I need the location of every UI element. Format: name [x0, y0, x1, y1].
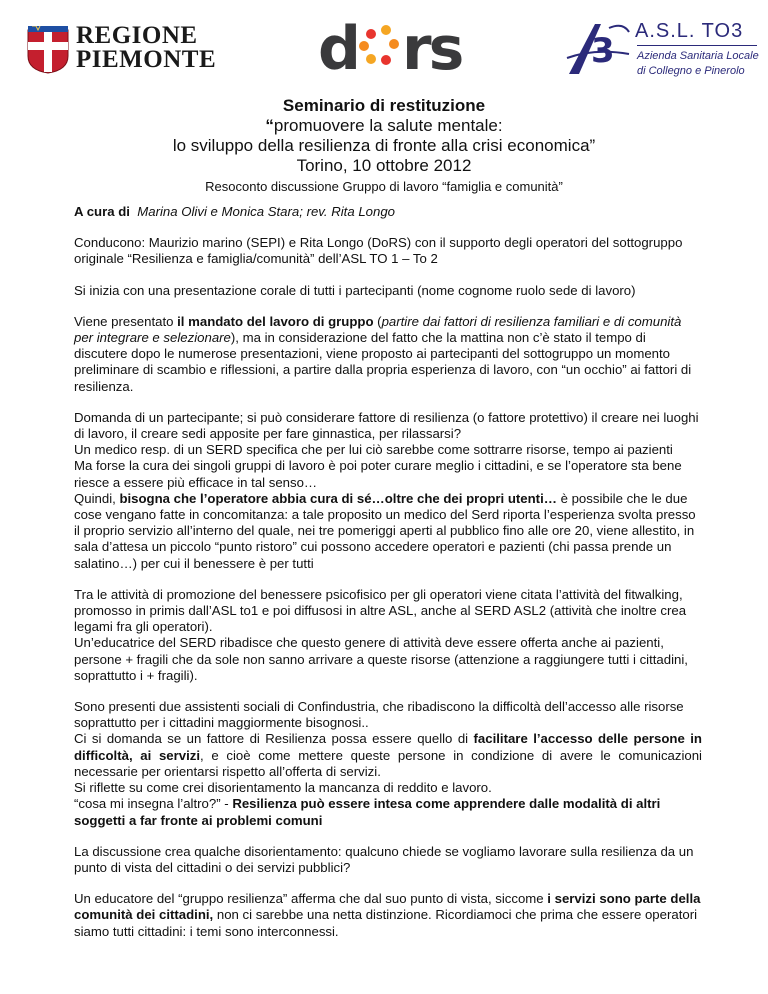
document-subtitle: Resoconto discussione Gruppo di lavoro “famiglia e comunità” — [205, 179, 563, 194]
text-line: Tra le attività di promozione del benessere psicofisico per gli operatori viene citata l’attività del fitwalking, promosso in primis dall’ASL to1 e poi diffusosi in altre ASL, anche al SERD ASL2 (attività che inoltre crea legami fra gli operatori). — [74, 586, 687, 635]
regione-logo-text — [76, 24, 216, 72]
text-line: Un’educatrice del SERD ribadisce che questo genere di attività deve essere offerta anche ai pazienti, persone + fragili che da sole non sanno arrivare a queste risorse (attenzione a raggiungere tutti i cittadini, soprattutto i + fragili). — [74, 635, 688, 683]
bold-span: il mandato del lavoro di gruppo — [177, 313, 374, 329]
text-span: ( — [373, 313, 382, 329]
asl-to3-logo — [565, 16, 765, 82]
title-line-3: lo sviluppo della resilienza di fronte alla crisi economica” — [172, 136, 596, 155]
curator-names: Marina Olivi e Monica Stara; rev. Rita Longo — [137, 204, 396, 219]
dors-letter-d: d — [318, 14, 359, 78]
text-line: Ma forse la cura dei singoli gruppi di lavoro è poi poter curare meglio i cittadini, e se l’operatore sta bene riesce a essere più efficace in tal senso… — [74, 458, 682, 490]
regione-line2: PIEMONTE — [76, 46, 217, 73]
regione-emblem-icon — [26, 26, 70, 74]
text-span: “cosa mi insegna l’altro?” - — [74, 796, 233, 812]
dors-dots-icon — [359, 25, 399, 65]
regione-piemonte-logo — [26, 22, 217, 80]
paragraph-introduzione: Si inizia con una presentazione corale di tutti i partecipanti (nome cognome ruolo sede di lavoro) — [74, 282, 636, 298]
text-line: Domanda di un partecipante; si può considerare fattore di resilienza (o fattore protettivo) il creare nei luoghi di lavoro, il creare sedi apposite per fare ginnastica, per rilassarsi? — [74, 409, 699, 442]
justified-line — [74, 731, 702, 780]
text-span: Quindi, — [74, 490, 120, 506]
text-span: Ci si domanda se un fattore di Resilienza possa essere quello di — [74, 731, 474, 747]
document-title-block — [60, 96, 708, 196]
svg-text:3: 3 — [591, 31, 615, 71]
bold-span: facilitare l’accesso delle persone in difficoltà, ai servizi — [74, 731, 702, 763]
dors-wordmark — [318, 14, 468, 78]
bold-span: bisogna che l’operatore abbia cura di sé…oltre che dei propri utenti… — [119, 490, 557, 506]
text-span: non ci sarebbe una netta distinzione. Ricordiamoci che prima che essere operatori siamo tutti cittadini: i temi sono interconnessi. — [74, 907, 698, 939]
dors-letters-rs: rs — [402, 14, 462, 78]
title-line-2 — [60, 116, 708, 136]
title-open-quote: “ — [265, 116, 274, 135]
paragraph-confindustria — [74, 699, 702, 829]
text-span: ), ma in considerazione del fatto che la mattina non c’è stato il tempo di discutere dopo le numerose presentazioni, viene proposto ai partecipanti del sottogruppo un momento preliminare di scambio e riflessioni, a partire dalla propria esperienza di lavoro, con “un occhio” ai fattori di resilienza. — [74, 330, 692, 394]
bold-span: Resilienza può essere intesa come apprendere dalle modalità di altri soggetti a far fronte ai problemi comuni — [74, 796, 661, 828]
paragraph-domanda — [74, 410, 702, 572]
dors-logo — [318, 14, 468, 78]
paragraph-conducono: Conducono: Maurizio marino (SEPI) e Rita Longo (DoRS) con il supporto degli operatori del sottogruppo originale “Resilienza e famiglia/comunità” dell’ASL TO 1 – To 2 — [74, 235, 683, 267]
asl-emblem-icon — [565, 18, 633, 78]
text-line: Un medico resp. di un SERD specifica che per lui ciò sarebbe come sottrarre risorse, tempo ai pazienti — [74, 442, 673, 458]
text-span: è possibile che le due cose vengano fatte in concomitanza: a tale proposito un medico del Serd riporta l’esperienza svolta presso il proprio servizio all’interno del quale, nei tre pomeriggi aperti al pubblico fino alle ore 20, viene allestito, in sala d’attesa un piccolo “punto ristoro” cui possono accedere operatori e pazienti (chi passa prende un salatino…) per cui il benessere è per tutti — [74, 490, 696, 571]
asl-subtitle-1: Azienda Sanitaria Locale — [637, 50, 759, 62]
title-line-2-text: promuovere la salute mentale: — [273, 116, 503, 135]
curator-line — [74, 204, 702, 220]
paragraph-educatore — [74, 891, 702, 940]
paragraph-disorientamento: La discussione crea qualche disorientamento: qualcuno chiede se vogliamo lavorare sulla resilienza da un punto di vista del cittadini o dei servizi pubblici? — [74, 843, 694, 875]
bold-span: i servizi sono parte della comunità dei cittadini, — [74, 891, 701, 923]
asl-title: A.S.L. TO3 — [635, 20, 744, 42]
text-line: Sono presenti due assistenti sociali di Confindustria, che ribadiscono la difficoltà dell’accesso alle risorse soprattutto per i cittadini maggiormente bisognosi.. — [74, 699, 684, 731]
asl-divider — [637, 45, 757, 46]
seminar-title: Seminario di restituzione — [282, 96, 486, 115]
curator-label: A cura di — [74, 204, 130, 219]
text-span: Un educatore del “gruppo resilienza” afferma che dal suo punto di vista, siccome — [74, 891, 548, 907]
regione-line1: REGIONE — [76, 22, 198, 49]
paragraph-fitwalking — [74, 587, 702, 684]
text-line: Si riflette su come crei disorientamento la mancanza di reddito e lavoro. — [74, 780, 492, 796]
header-logos — [0, 10, 768, 82]
document-body — [74, 204, 702, 955]
asl-subtitle-2: di Collegno e Pinerolo — [637, 65, 745, 77]
italic-span: partire dai fattori di resilienza familiari e di comunità per integrare e selezionare — [74, 313, 682, 346]
text-span: , e cioè come mettere queste persone in condizione di avere le comunicazioni necessarie per orientarsi rispetto all’offerta di servizi. — [74, 747, 702, 779]
title-date: Torino, 10 ottobre 2012 — [296, 156, 472, 175]
paragraph-mandato — [74, 314, 702, 395]
text-span: Viene presentato — [74, 313, 178, 329]
